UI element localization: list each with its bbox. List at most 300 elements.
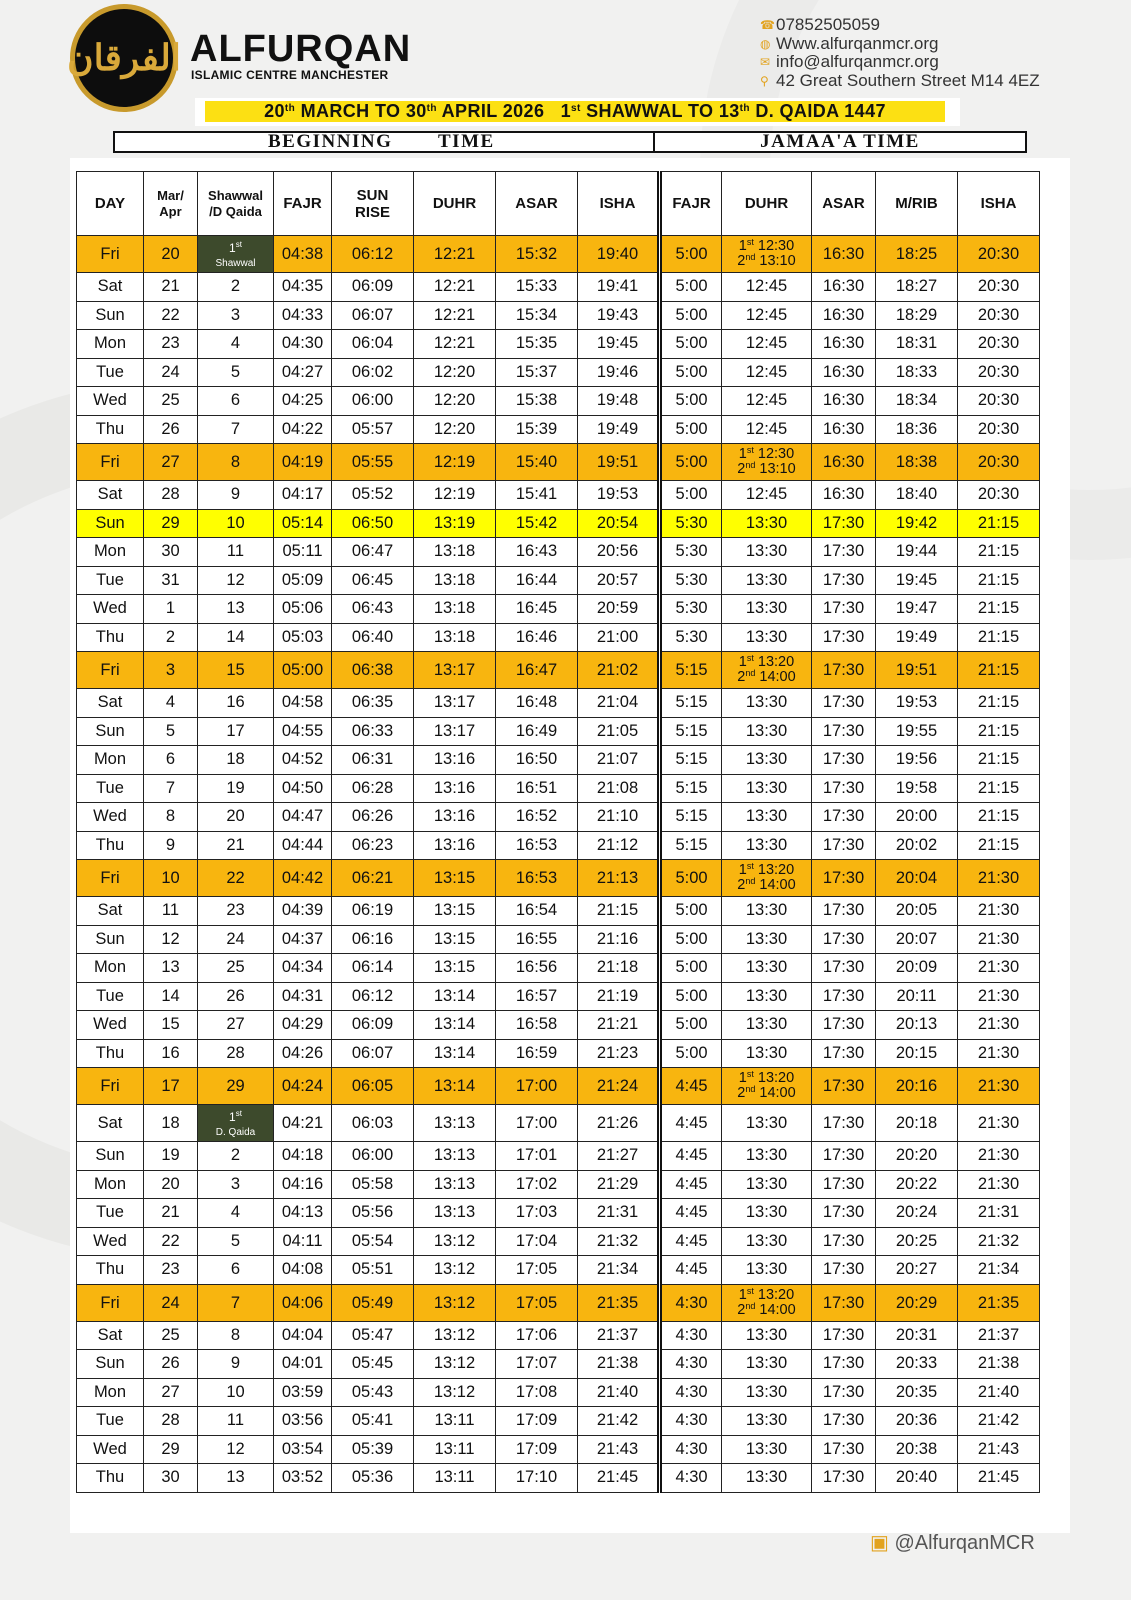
table-cell: 21:30 (958, 954, 1040, 983)
table-cell: 13:14 (414, 1068, 496, 1105)
table-cell: 7 (198, 415, 274, 444)
table-cell: 21:45 (578, 1464, 660, 1493)
table-cell: 21:45 (958, 1464, 1040, 1493)
table-cell: 24 (144, 358, 198, 387)
table-cell: 1st 13:20 2nd 14:00 (722, 860, 812, 897)
table-cell: 15:41 (496, 481, 578, 510)
table-cell: 17:30 (812, 509, 876, 538)
table-cell: 04:52 (274, 746, 332, 775)
table-cell: 1st 13:20 2nd 14:00 (722, 1068, 812, 1105)
table-cell: Mon (77, 954, 144, 983)
table-cell: Sat (77, 1105, 144, 1142)
table-cell: 4:30 (660, 1321, 722, 1350)
table-cell: 27 (198, 1011, 274, 1040)
table-cell: 21:15 (578, 897, 660, 926)
table-cell: 12:19 (414, 481, 496, 510)
table-cell: 15 (144, 1011, 198, 1040)
table-cell: 20:16 (876, 1068, 958, 1105)
table-row (77, 1170, 1040, 1199)
table-cell: 13:11 (414, 1435, 496, 1464)
table-row (77, 595, 1040, 624)
table-cell: 17:05 (496, 1284, 578, 1321)
table-cell: 13:16 (414, 803, 496, 832)
table-row (77, 689, 1040, 718)
table-cell: 17:30 (812, 1321, 876, 1350)
table-cell: 5 (198, 1227, 274, 1256)
table-cell: 12:45 (722, 358, 812, 387)
table-cell: 20:30 (958, 444, 1040, 481)
table-cell: 28 (144, 1407, 198, 1436)
table-cell: 13:12 (414, 1378, 496, 1407)
table-cell: 1st Shawwal (198, 236, 274, 273)
table-cell: 20:18 (876, 1105, 958, 1142)
table-cell: 20:40 (876, 1464, 958, 1493)
table-cell: 13:30 (722, 746, 812, 775)
table-cell: 21:13 (578, 860, 660, 897)
table-cell: 05:52 (332, 481, 414, 510)
table-cell: 21:18 (578, 954, 660, 983)
table-cell: 25 (144, 387, 198, 416)
contact-address: ⚲ 42 Great Southern Street M14 4EZ (760, 70, 1040, 90)
table-cell: 21:29 (578, 1170, 660, 1199)
table-cell: 20:09 (876, 954, 958, 983)
table-cell: 17:07 (496, 1350, 578, 1379)
table-cell: 5:00 (660, 481, 722, 510)
table-cell: 21:15 (958, 509, 1040, 538)
table-cell: 5:00 (660, 925, 722, 954)
table-row (77, 1256, 1040, 1285)
table-cell: 13:30 (722, 1407, 812, 1436)
table-cell: 16:48 (496, 689, 578, 718)
table-cell: 17:30 (812, 1227, 876, 1256)
table-cell: 13:11 (414, 1464, 496, 1493)
table-cell: 6 (198, 1256, 274, 1285)
table-cell: Wed (77, 1227, 144, 1256)
prayer-timetable (76, 171, 1040, 1493)
table-cell: 8 (144, 803, 198, 832)
table-cell: 16:54 (496, 897, 578, 926)
table-cell: 05:58 (332, 1170, 414, 1199)
table-cell: 13:12 (414, 1284, 496, 1321)
table-cell: 04:44 (274, 831, 332, 860)
table-cell: 17:30 (812, 746, 876, 775)
table-cell: 21:15 (958, 746, 1040, 775)
table-cell: 19:48 (578, 387, 660, 416)
table-cell: 05:11 (274, 538, 332, 567)
table-cell: 20:27 (876, 1256, 958, 1285)
table-cell: 21:35 (578, 1284, 660, 1321)
table-cell: 06:12 (332, 236, 414, 273)
table-cell: 15:34 (496, 301, 578, 330)
table-cell: 17:08 (496, 1378, 578, 1407)
table-cell: 9 (198, 481, 274, 510)
table-cell: 17:30 (812, 717, 876, 746)
table-cell: 16:46 (496, 623, 578, 652)
table-cell: 13:30 (722, 1227, 812, 1256)
table-cell: 5:15 (660, 831, 722, 860)
table-cell: 05:54 (332, 1227, 414, 1256)
table-cell: 1st 12:30 2nd 13:10 (722, 236, 812, 273)
table-cell: 3 (198, 301, 274, 330)
table-cell: 5:00 (660, 301, 722, 330)
table-cell: Mon (77, 1378, 144, 1407)
table-row (77, 1350, 1040, 1379)
table-cell: 21:05 (578, 717, 660, 746)
table-cell: 16 (198, 689, 274, 718)
table-cell: Thu (77, 1256, 144, 1285)
table-cell: 19:56 (876, 746, 958, 775)
table-cell: 17:30 (812, 595, 876, 624)
table-cell: 20:29 (876, 1284, 958, 1321)
table-cell: 21:30 (958, 897, 1040, 926)
table-cell: 21:30 (958, 1068, 1040, 1105)
table-cell: 17:30 (812, 1170, 876, 1199)
table-cell: 12:45 (722, 273, 812, 302)
table-cell: 21:21 (578, 1011, 660, 1040)
table-cell: 06:09 (332, 1011, 414, 1040)
table-cell: 13:30 (722, 897, 812, 926)
table-cell: Sun (77, 509, 144, 538)
table-cell: 20:07 (876, 925, 958, 954)
column-header: SUN RISE (332, 172, 414, 236)
table-cell: 20:11 (876, 982, 958, 1011)
table-cell: 13:12 (414, 1321, 496, 1350)
table-cell: 13:18 (414, 595, 496, 624)
table-cell: 12:45 (722, 330, 812, 359)
table-cell: 23 (144, 330, 198, 359)
table-cell: 13:18 (414, 566, 496, 595)
table-cell: 25 (198, 954, 274, 983)
table-cell: 04:58 (274, 689, 332, 718)
table-row (77, 717, 1040, 746)
table-cell: 20:56 (578, 538, 660, 567)
table-cell: 04:04 (274, 1321, 332, 1350)
table-cell: 13:12 (414, 1256, 496, 1285)
table-cell: 18:25 (876, 236, 958, 273)
table-row (77, 954, 1040, 983)
table-cell: 4:30 (660, 1407, 722, 1436)
table-cell: Mon (77, 1170, 144, 1199)
table-cell: 4:45 (660, 1142, 722, 1171)
table-cell: Sun (77, 925, 144, 954)
table-cell: Fri (77, 1068, 144, 1105)
table-cell: Fri (77, 236, 144, 273)
table-cell: 21:00 (578, 623, 660, 652)
table-cell: 20:04 (876, 860, 958, 897)
table-cell: 13 (198, 595, 274, 624)
table-cell: 15:42 (496, 509, 578, 538)
table-cell: 20:00 (876, 803, 958, 832)
table-cell: 16:58 (496, 1011, 578, 1040)
table-cell: 17:01 (496, 1142, 578, 1171)
table-row (77, 897, 1040, 926)
table-cell: Fri (77, 1284, 144, 1321)
table-row (77, 1011, 1040, 1040)
column-header: FAJR (274, 172, 332, 236)
table-cell: 16:43 (496, 538, 578, 567)
table-cell: 04:38 (274, 236, 332, 273)
table-row (77, 925, 1040, 954)
table-cell: 21:08 (578, 774, 660, 803)
table-cell: Wed (77, 1011, 144, 1040)
table-cell: 19:41 (578, 273, 660, 302)
table-cell: 04:18 (274, 1142, 332, 1171)
table-row (77, 301, 1040, 330)
table-row (77, 1378, 1040, 1407)
table-cell: 17:30 (812, 566, 876, 595)
table-cell: 17:05 (496, 1256, 578, 1285)
table-cell: 21:30 (958, 982, 1040, 1011)
table-cell: 17:30 (812, 623, 876, 652)
table-cell: 11 (198, 538, 274, 567)
table-row (77, 415, 1040, 444)
table-cell: 6 (144, 746, 198, 775)
table-cell: 17:30 (812, 689, 876, 718)
column-header: ASAR (812, 172, 876, 236)
table-cell: 17 (144, 1068, 198, 1105)
table-cell: 04:55 (274, 717, 332, 746)
table-cell: 13:14 (414, 982, 496, 1011)
table-cell: 17 (198, 717, 274, 746)
table-cell: 16:30 (812, 444, 876, 481)
table-cell: 17:30 (812, 538, 876, 567)
table-cell: Wed (77, 595, 144, 624)
table-cell: 1st 13:20 2nd 14:00 (722, 652, 812, 689)
table-cell: 5:00 (660, 1011, 722, 1040)
table-cell: 05:36 (332, 1464, 414, 1493)
table-cell: 20:30 (958, 330, 1040, 359)
table-cell: Sun (77, 717, 144, 746)
table-cell: 1st D. Qaida (198, 1105, 274, 1142)
table-cell: 7 (198, 1284, 274, 1321)
table-cell: 17:30 (812, 1011, 876, 1040)
table-cell: 21:32 (958, 1227, 1040, 1256)
table-cell: 18 (198, 746, 274, 775)
table-cell: 21:15 (958, 717, 1040, 746)
table-cell: 27 (144, 444, 198, 481)
table-cell: 03:59 (274, 1378, 332, 1407)
table-cell: 31 (144, 566, 198, 595)
table-row (77, 831, 1040, 860)
table-cell: 04:29 (274, 1011, 332, 1040)
table-cell: 6 (198, 387, 274, 416)
table-header (77, 172, 1040, 236)
table-cell: 13:13 (414, 1170, 496, 1199)
table-cell: 13:30 (722, 1199, 812, 1228)
table-cell: 04:42 (274, 860, 332, 897)
table-cell: 20:30 (958, 273, 1040, 302)
table-cell: 19:53 (578, 481, 660, 510)
table-cell: 13:14 (414, 1011, 496, 1040)
table-row (77, 1284, 1040, 1321)
table-cell: 16:30 (812, 330, 876, 359)
table-cell: Sat (77, 897, 144, 926)
contact-website[interactable]: ◍ Www.alfurqanmcr.org (760, 33, 939, 53)
table-cell: 12:21 (414, 236, 496, 273)
table-cell: 29 (144, 509, 198, 538)
table-cell: 17:30 (812, 1464, 876, 1493)
table-row (77, 860, 1040, 897)
table-cell: 21:24 (578, 1068, 660, 1105)
table-cell: 5:00 (660, 236, 722, 273)
table-row (77, 358, 1040, 387)
table-cell: 06:21 (332, 860, 414, 897)
table-cell: 20:30 (958, 358, 1040, 387)
table-cell: 06:05 (332, 1068, 414, 1105)
table-cell: 17:30 (812, 1068, 876, 1105)
table-cell: 17:30 (812, 1284, 876, 1321)
table-cell: 17:09 (496, 1407, 578, 1436)
table-cell: 5:00 (660, 387, 722, 416)
table-row (77, 1435, 1040, 1464)
table-cell: 19:51 (578, 444, 660, 481)
table-cell: 18:40 (876, 481, 958, 510)
table-cell: 20:38 (876, 1435, 958, 1464)
table-row (77, 566, 1040, 595)
table-cell: 20:22 (876, 1170, 958, 1199)
table-cell: 5:30 (660, 595, 722, 624)
table-cell: 21:32 (578, 1227, 660, 1256)
table-cell: 21:42 (578, 1407, 660, 1436)
table-cell: Sat (77, 1321, 144, 1350)
table-cell: 17:30 (812, 1256, 876, 1285)
table-cell: 21:30 (958, 1142, 1040, 1171)
table-cell: 4:30 (660, 1284, 722, 1321)
table-cell: 5:00 (660, 860, 722, 897)
table-cell: 19:58 (876, 774, 958, 803)
table-row (77, 538, 1040, 567)
table-cell: 17:30 (812, 803, 876, 832)
table-row (77, 481, 1040, 510)
table-cell: 06:16 (332, 925, 414, 954)
table-cell: 29 (144, 1435, 198, 1464)
table-cell: 04:16 (274, 1170, 332, 1199)
table-cell: 20:30 (958, 301, 1040, 330)
table-cell: Wed (77, 1435, 144, 1464)
table-cell: 20:15 (876, 1039, 958, 1068)
brand-subtitle: ISLAMIC CENTRE MANCHESTER (191, 68, 389, 82)
table-cell: 18:31 (876, 330, 958, 359)
table-row (77, 330, 1040, 359)
table-cell: 06:43 (332, 595, 414, 624)
table-cell: Sun (77, 1350, 144, 1379)
table-cell: 5 (198, 358, 274, 387)
table-cell: 13:15 (414, 860, 496, 897)
table-cell: 21:15 (958, 803, 1040, 832)
table-row (77, 387, 1040, 416)
table-cell: 21:34 (958, 1256, 1040, 1285)
table-cell: 21:15 (958, 689, 1040, 718)
table-cell: 16:51 (496, 774, 578, 803)
table-cell: 21:15 (958, 652, 1040, 689)
envelope-icon: ✉ (760, 55, 771, 69)
table-cell: 15:37 (496, 358, 578, 387)
social-handle: ▣ @AlfurqanMCR (870, 1532, 1035, 1554)
table-cell: Sun (77, 1142, 144, 1171)
table-cell: 10 (198, 1378, 274, 1407)
table-cell: 13:30 (722, 1142, 812, 1171)
table-cell: Fri (77, 652, 144, 689)
table-cell: 12 (144, 925, 198, 954)
table-cell: 20:30 (958, 236, 1040, 273)
table-cell: Tue (77, 1407, 144, 1436)
table-cell: 13:30 (722, 717, 812, 746)
table-cell: 21:04 (578, 689, 660, 718)
table-cell: 17:00 (496, 1068, 578, 1105)
table-cell: 26 (144, 1350, 198, 1379)
table-cell: 06:09 (332, 273, 414, 302)
table-cell: 4:30 (660, 1378, 722, 1407)
table-cell: 12:45 (722, 301, 812, 330)
table-cell: 17:30 (812, 1199, 876, 1228)
table-cell: 5:15 (660, 774, 722, 803)
table-cell: 5:15 (660, 652, 722, 689)
table-cell: 13:30 (722, 1378, 812, 1407)
table-cell: 13:30 (722, 566, 812, 595)
table-cell: 20:31 (876, 1321, 958, 1350)
table-cell: 2 (198, 1142, 274, 1171)
table-cell: 16:30 (812, 415, 876, 444)
brand-name: ALFURQAN (190, 28, 412, 70)
table-cell: Mon (77, 538, 144, 567)
table-cell: 4:45 (660, 1170, 722, 1199)
table-cell: 17:04 (496, 1227, 578, 1256)
table-cell: 17:03 (496, 1199, 578, 1228)
table-cell: 20 (144, 236, 198, 273)
table-cell: 17:30 (812, 1407, 876, 1436)
table-cell: 17:02 (496, 1170, 578, 1199)
table-cell: 21:02 (578, 652, 660, 689)
table-cell: 06:00 (332, 387, 414, 416)
table-cell: 21:19 (578, 982, 660, 1011)
table-cell: 4:45 (660, 1199, 722, 1228)
table-cell: 21:15 (958, 831, 1040, 860)
table-cell: 27 (144, 1378, 198, 1407)
table-row (77, 623, 1040, 652)
table-cell: 13:13 (414, 1199, 496, 1228)
table-cell: 19:47 (876, 595, 958, 624)
table-cell: 12:45 (722, 481, 812, 510)
table-cell: Thu (77, 623, 144, 652)
table-cell: 13:13 (414, 1105, 496, 1142)
table-cell: 5:15 (660, 717, 722, 746)
table-cell: 06:07 (332, 301, 414, 330)
table-cell: 16:30 (812, 301, 876, 330)
table-cell: 26 (144, 415, 198, 444)
table-cell: 20:30 (958, 481, 1040, 510)
table-cell: 7 (144, 774, 198, 803)
table-cell: 21:15 (958, 566, 1040, 595)
table-cell: 21:42 (958, 1407, 1040, 1436)
table-cell: 16:30 (812, 387, 876, 416)
contact-email[interactable]: ✉ info@alfurqanmcr.org (760, 52, 939, 71)
table-cell: 20:35 (876, 1378, 958, 1407)
table-cell: 20:54 (578, 509, 660, 538)
table-cell: 16:45 (496, 595, 578, 624)
table-cell: 04:01 (274, 1350, 332, 1379)
jamaah-time-header: JAMAA'A TIME (653, 131, 1027, 153)
table-cell: 19 (144, 1142, 198, 1171)
table-cell: 10 (144, 860, 198, 897)
table-cell: 13:30 (722, 689, 812, 718)
table-cell: Tue (77, 566, 144, 595)
table-row (77, 509, 1040, 538)
table-cell: 5:30 (660, 538, 722, 567)
table-cell: 04:19 (274, 444, 332, 481)
table-cell: 03:56 (274, 1407, 332, 1436)
table-cell: 4:45 (660, 1227, 722, 1256)
table-cell: 20:36 (876, 1407, 958, 1436)
